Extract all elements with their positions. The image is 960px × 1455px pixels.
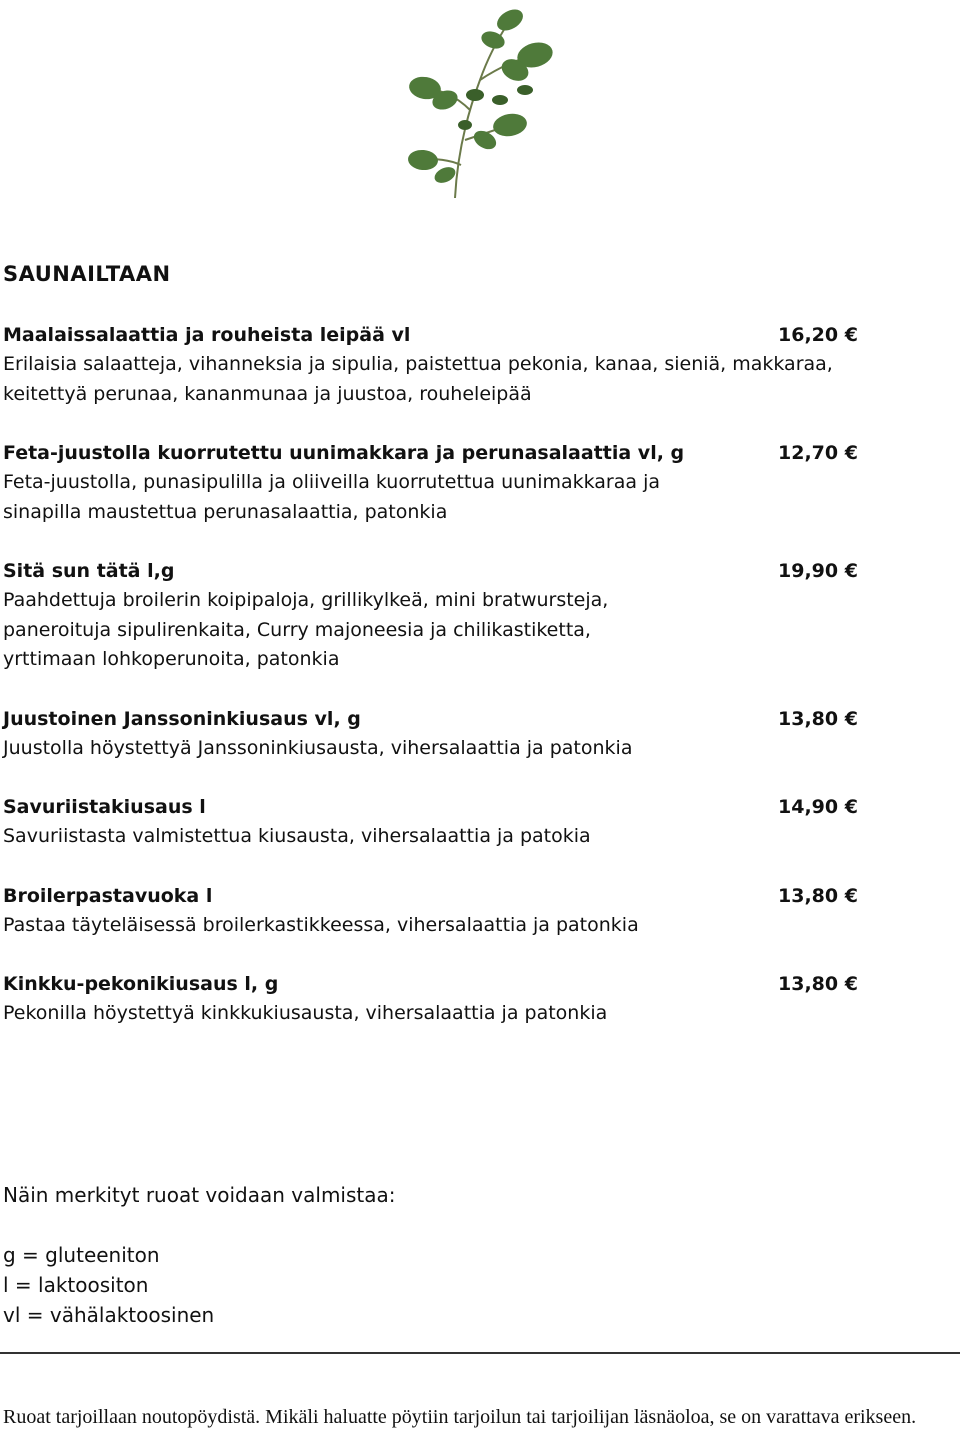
dish-name: Kinkku-pekonikiusaus l, g bbox=[3, 973, 279, 995]
dish-description: Paahdettuja broilerin koipipaloja, grillikylkeä, mini bratwursteja, paneroituja sipulirenkaita, Curry majoneesia ja chilikastiketta, yrttimaan lohkoperunoita, patonkia bbox=[3, 589, 609, 670]
dish-name: Sitä sun tätä l,g bbox=[3, 560, 175, 582]
menu-item bbox=[3, 704, 863, 764]
section-title: SAUNAILTAAN bbox=[3, 262, 171, 286]
legend-item-gluten-free: g = gluteeniton bbox=[3, 1243, 160, 1267]
dish-price: 14,90 € bbox=[778, 796, 858, 818]
legend-item-low-lactose: vl = vähälaktoosinen bbox=[3, 1303, 215, 1327]
dish-name: Broilerpastavuoka l bbox=[3, 884, 213, 907]
dish-name: Juustoinen Janssoninkiusaus vl, g bbox=[3, 707, 361, 730]
dish-price: 19,90 € bbox=[778, 560, 858, 582]
dish-price: 13,80 € bbox=[778, 707, 858, 730]
dish-description: Juustolla höystettyä Janssoninkiusausta, vihersalaattia ja patonkia bbox=[3, 736, 633, 759]
dish-price: 12,70 € bbox=[778, 442, 858, 464]
diet-legend bbox=[3, 1180, 396, 1330]
menu-list bbox=[3, 320, 863, 1058]
dish-name: Maalaissalaattia ja rouheista leipää vl bbox=[3, 324, 411, 346]
legend-intro: Näin merkityt ruoat voidaan valmistaa: bbox=[3, 1183, 396, 1207]
dish-name: Feta-juustolla kuorrutettu uunimakkara ja perunasalaattia vl, g bbox=[3, 442, 685, 464]
legend-item-lactose-free: l = laktoositon bbox=[3, 1273, 149, 1297]
menu-item bbox=[3, 881, 863, 941]
dish-description: Pastaa täyteläisessä broilerkastikkeessa, vihersalaattia ja patonkia bbox=[3, 913, 639, 936]
dish-description: Savuriistasta valmistettua kiusausta, vihersalaattia ja patokia bbox=[3, 825, 591, 847]
menu-item bbox=[3, 320, 863, 409]
dish-price: 13,80 € bbox=[778, 884, 858, 907]
dish-description: Pekonilla höystettyä kinkkukiusausta, vihersalaattia ja patonkia bbox=[3, 1002, 608, 1024]
menu-item bbox=[3, 792, 863, 852]
divider bbox=[0, 1352, 960, 1354]
dish-name: Savuriistakiusaus l bbox=[3, 796, 206, 818]
menu-item bbox=[3, 556, 863, 675]
dish-description: Erilaisia salaatteja, vihanneksia ja sipulia, paistettua pekonia, kanaa, sieniä, makkaraa, keitettyä perunaa, kananmunaa ja juustoa, rouheleipää bbox=[3, 353, 833, 405]
dish-price: 13,80 € bbox=[778, 973, 858, 995]
menu-item bbox=[3, 969, 863, 1029]
menu-item bbox=[3, 438, 863, 527]
footer-note: Ruoat tarjoillaan noutopöydistä. Mikäli haluatte pöytiin tarjoilun tai tarjoilijan läsnäoloa, se on varattava erikseen. bbox=[3, 1406, 917, 1428]
oregano-herb-illustration bbox=[385, 0, 560, 200]
dish-price: 16,20 € bbox=[778, 324, 858, 346]
dish-description: Feta-juustolla, punasipulilla ja oliiveilla kuorrutettua uunimakkaraa ja sinapilla maustettua perunasalaattia, patonkia bbox=[3, 471, 660, 523]
